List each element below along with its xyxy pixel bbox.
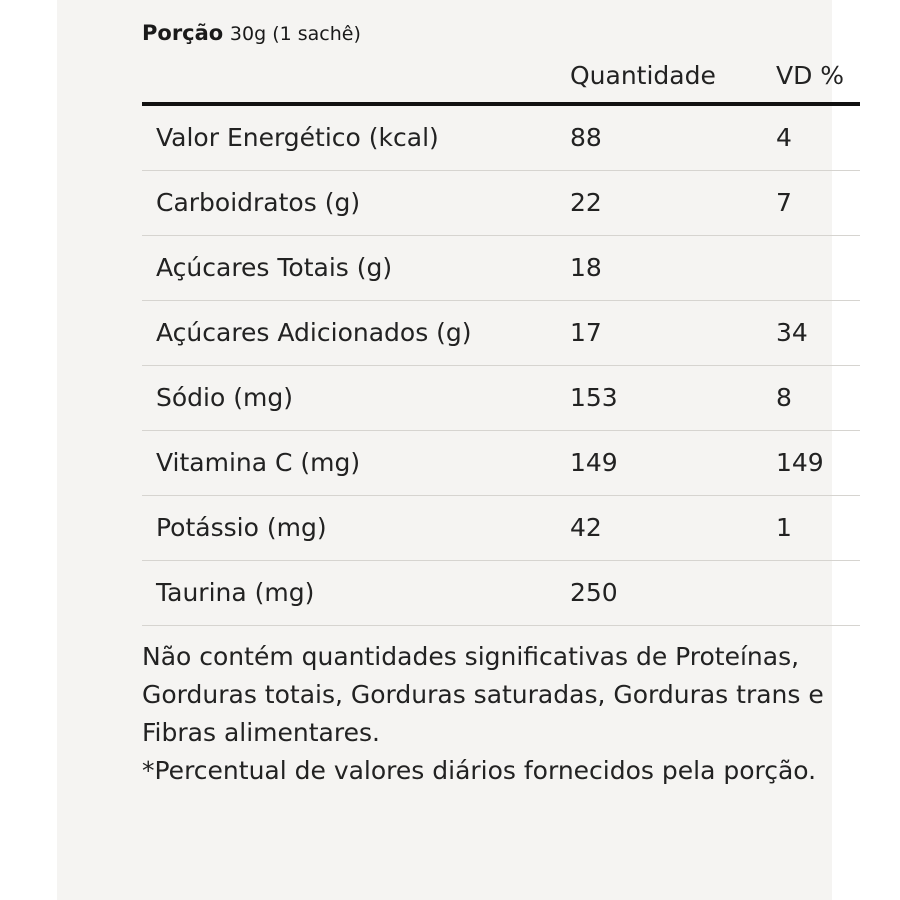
footnote-daily-values: *Percentual de valores diários fornecidos pela porção. (142, 756, 817, 785)
nutrient-name: Valor Energético (kcal) (142, 104, 552, 171)
nutrient-daily-value: 7 (760, 171, 860, 236)
nutrition-table (142, 61, 860, 626)
nutrient-quantity: 17 (552, 301, 760, 366)
nutrient-quantity: 18 (552, 236, 760, 301)
nutrient-name: Carboidratos (g) (142, 171, 552, 236)
nutrient-name: Potássio (mg) (142, 496, 552, 561)
nutrient-quantity: 250 (552, 561, 760, 626)
nutrient-daily-value (760, 236, 860, 301)
header-row (142, 61, 860, 104)
footnote-insignificant-amounts: Não contém quantidades significativas de Proteínas, Gorduras totais, Gorduras saturadas, Gorduras trans e Fibras alimentares. (142, 642, 824, 747)
column-header-quantity: Quantidade (552, 61, 760, 104)
table-row (142, 171, 860, 236)
nutrition-panel (57, 0, 845, 900)
nutrient-quantity: 149 (552, 431, 760, 496)
table-row (142, 104, 860, 171)
table-row (142, 431, 860, 496)
table-row (142, 561, 860, 626)
nutrient-quantity: 88 (552, 104, 760, 171)
table-row (142, 301, 860, 366)
nutrient-daily-value: 34 (760, 301, 860, 366)
nutrient-name: Taurina (mg) (142, 561, 552, 626)
serving-size-label: Porção (142, 21, 224, 45)
nutrient-name: Vitamina C (mg) (142, 431, 552, 496)
nutrient-quantity: 22 (552, 171, 760, 236)
nutrient-daily-value: 4 (760, 104, 860, 171)
nutrient-daily-value (760, 561, 860, 626)
nutrition-content (142, 20, 867, 790)
footnotes (142, 638, 882, 790)
column-header-daily-value: VD % (760, 61, 860, 104)
serving-size-value: 30g (1 sachê) (229, 23, 361, 45)
table-header (142, 61, 860, 104)
nutrient-name: Açúcares Adicionados (g) (142, 301, 552, 366)
nutrient-daily-value: 1 (760, 496, 860, 561)
table-body (142, 104, 860, 626)
nutrient-name: Sódio (mg) (142, 366, 552, 431)
table-row (142, 366, 860, 431)
nutrient-daily-value: 149 (760, 431, 860, 496)
table-row (142, 236, 860, 301)
nutrient-daily-value: 8 (760, 366, 860, 431)
nutrient-quantity: 42 (552, 496, 760, 561)
column-header-nutrient (142, 61, 552, 104)
nutrient-name: Açúcares Totais (g) (142, 236, 552, 301)
serving-size (142, 20, 867, 47)
table-row (142, 496, 860, 561)
nutrient-quantity: 153 (552, 366, 760, 431)
